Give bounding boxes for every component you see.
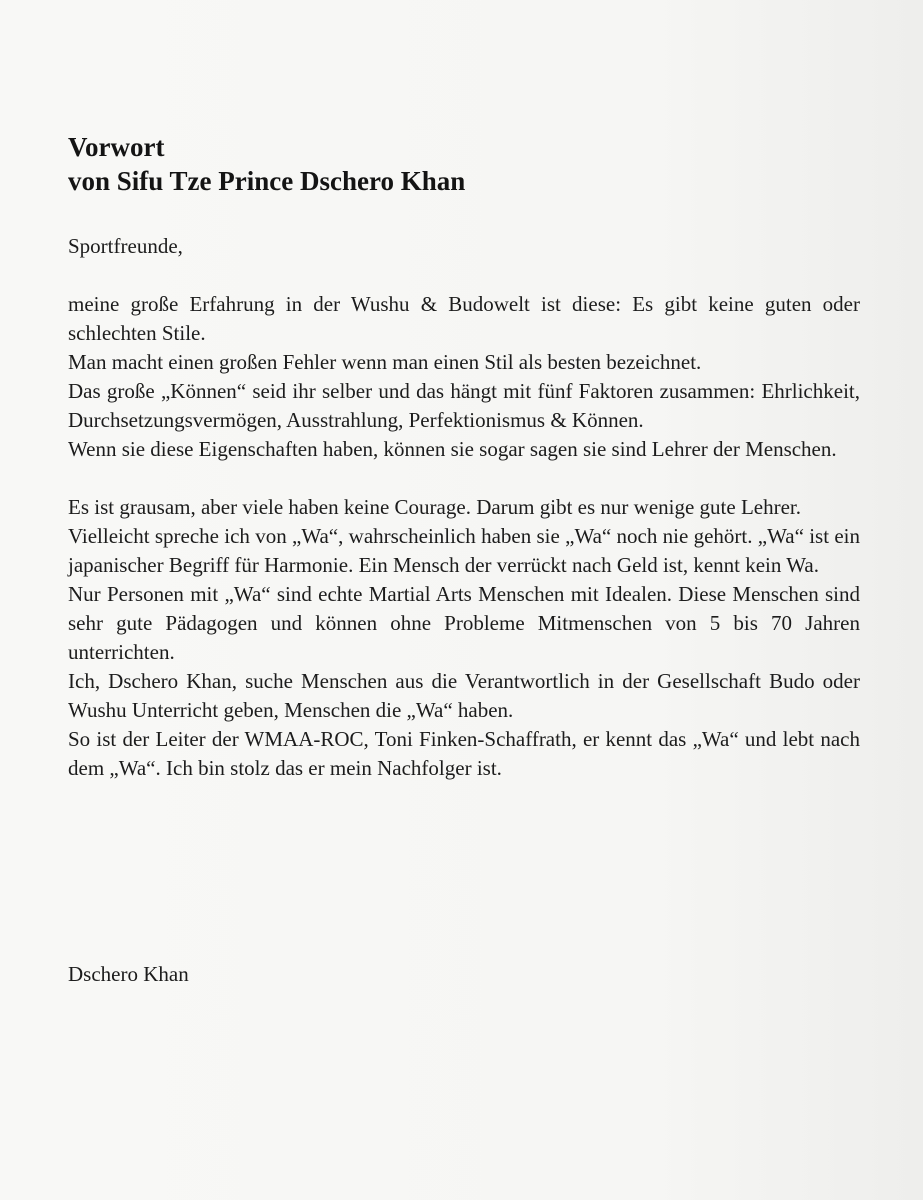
signature: Dschero Khan xyxy=(68,962,189,986)
page-title xyxy=(68,130,465,198)
paragraph: Ich, Dschero Khan, suche Menschen aus die Verantwortlich in der Gesellschaft Budo oder Wushu Unterricht geben, Menschen die „Wa“ haben. xyxy=(68,669,860,722)
paragraph: So ist der Leiter der WMAA-ROC, Toni Finken-Schaffrath, er kennt das „Wa“ und lebt nach dem „Wa“. Ich bin stolz das er mein Nachfolger ist. xyxy=(68,727,860,780)
paragraph: meine große Erfahrung in der Wushu & Budowelt ist diese: Es gibt keine guten oder schlechten Stile. xyxy=(68,292,860,345)
salutation: Sportfreunde, xyxy=(68,234,183,258)
paragraph: Vielleicht spreche ich von „Wa“, wahrscheinlich haben sie „Wa“ noch nie gehört. „Wa“ ist ein japanischer Begriff für Harmonie. Ein Mensch der verrückt nach Geld ist, kennt kein Wa. xyxy=(68,524,860,577)
body-text xyxy=(68,290,860,783)
title-line-2: von Sifu Tze Prince Dschero Khan xyxy=(68,166,466,196)
paragraph: Man macht einen großen Fehler wenn man einen Stil als besten bezeichnet. xyxy=(68,350,702,374)
title-line-1: Vorwort xyxy=(68,132,165,162)
paragraph: Nur Personen mit „Wa“ sind echte Martial Arts Menschen mit Idealen. Diese Menschen sind sehr gute Pädagogen und können ohne Probleme Mitmenschen von 5 bis 70 Jahren unterrichten. xyxy=(68,582,860,664)
paragraph: Das große „Können“ seid ihr selber und das hängt mit fünf Faktoren zusammen: Ehrlichkeit, Durchsetzungsvermögen, Ausstrahlung, Perfektionismus & Können. xyxy=(68,379,860,432)
paragraph: Es ist grausam, aber viele haben keine Courage. Darum gibt es nur wenige gute Lehrer. xyxy=(68,495,802,519)
paragraph: Wenn sie diese Eigenschaften haben, können sie sogar sagen sie sind Lehrer der Menschen. xyxy=(68,437,837,461)
